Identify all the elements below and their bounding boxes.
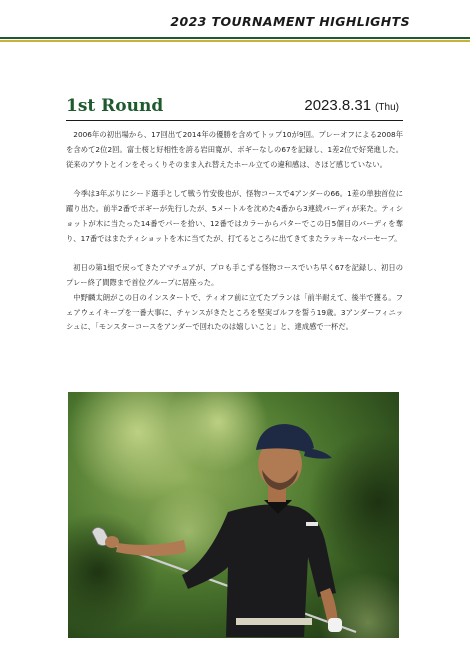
article-paragraph: 今季は3年ぶりにシード選手として戦う竹安俊也が、怪物コースで4アンダーの66。1差の単独首位に躍り出た。前半2番でボギーが先行したが、5メートルを沈めた4番から3連続バーディが来た。ティショットが木に当たった14番でパーを拾い、12番ではカラーからパターでこの日5個目のバーディを奪り、17番ではまたティショットを木に当てたが、打てるところに出てきてまたラッキーなパーセーブ。 xyxy=(66,189,403,243)
article-body xyxy=(66,128,403,335)
article-paragraph: 2006年の初出場から、17回出て2014年の優勝を含めてトップ10が9回。プレーオフによる2008年を含めて2位2回。富士桜と好相性を誇る岩田寛が、ボギーなしの67を記録し、1差2位で好発進した。従来のアウトとインをそっくりそのまま入れ替えたホール立ての違和感は、さほど感じていない。 xyxy=(66,130,403,169)
header-rule-green xyxy=(0,37,470,39)
article-paragraph: 初日の第1組で戻ってきたアマチュアが、プロも手こずる怪物コースでいち早く67を記録し、初日のプレー終了間際まで首位グループに居座った。 xyxy=(66,263,403,287)
golfer-photo xyxy=(68,392,399,638)
round-date xyxy=(304,97,399,114)
round-title: 1st Round xyxy=(66,96,164,116)
round-date-value: 2023.8.31 xyxy=(304,97,372,114)
golfer-illustration xyxy=(68,392,399,638)
round-day: (Thu) xyxy=(375,102,399,113)
header-rule-gold xyxy=(0,40,470,42)
round-title-rule xyxy=(66,120,403,121)
article-paragraph: 中野麟太朗がこの日のインスタートで、ティオフ前に立てたプランは「前半耐えて、後半で獲る。フェアウェイキープを一番大事に、チャンスがきたところを堅実ゴルフを誓う19歳。3アンダーフィニッシュに、「モンスターコースをアンダーで回れたのは嬉しいこと」と、達成感で一杯だ。 xyxy=(66,292,403,332)
header-title: 2023 TOURNAMENT HIGHLIGHTS xyxy=(170,14,410,29)
